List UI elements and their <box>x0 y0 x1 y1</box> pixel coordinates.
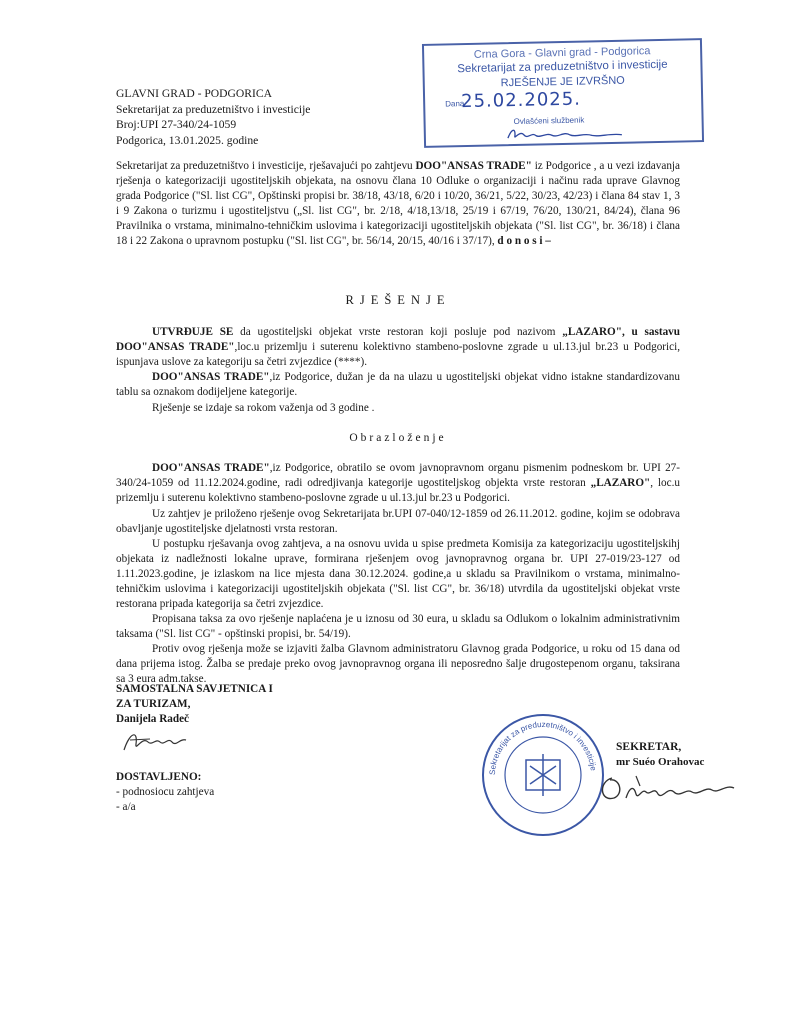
explanation-paragraph-2: Uz zahtjev je priloženo rješenje ovog Sekretarijata br.UPI 07-040/12-1859 od 26.11.2012. godine, kojim se odobrava obavljanje ugostiteljske djelatnosti vrsta restoran. <box>116 508 680 535</box>
header-case-number: Broj:UPI 27-340/24-1059 <box>116 118 237 131</box>
header-date: Podgorica, 13.01.2025. godine <box>116 133 259 147</box>
explanation-paragraph-5: Protiv ovog rješenja može se izjaviti žalba Glavnom administratoru Glavnog grada Podgorice, u roku od 15 dana od dana prijema istog. Žalba se predaje preko ovog javnopravnog organa ili neposredno šalje drugostepenom organu, taksirana sa 3 eura adm.takse. <box>116 643 680 685</box>
decision-utvrdjuje: UTVRĐUJE SE <box>152 326 234 338</box>
stamp-date-label: Dana <box>445 99 465 109</box>
delivered-heading: DOSTAVLJENO: <box>116 771 202 783</box>
explanation-company: DOO"ANSAS TRADE" <box>152 462 270 474</box>
executive-stamp <box>422 38 704 148</box>
round-seal-ring-text: Sekretarijat za preduzetništvo i investicije <box>487 719 598 776</box>
decision-paragraph-1 <box>116 325 680 370</box>
explanation-title: Obrazloženje <box>349 432 447 444</box>
document-title: RJEŠENJE <box>345 293 451 307</box>
stamp-line-1: Crna Gora - Glavni grad - Podgorica <box>473 45 651 61</box>
intro-paragraph <box>116 159 680 249</box>
signatory-right-title: SEKRETAR, <box>616 741 682 753</box>
delivered-item-1: - podnosiocu zahtjeva <box>116 786 215 798</box>
explanation-paragraph-3: U postupku rješavanja ovog zahtjeva, a na osnovu uvida u spise predmeta Komisija za kategorizaciju ugostiteljskihj objekata iz nadležnosti lokalne uprave, formirana rješenjem ovog javnopravnog organa br. UPI 27-019/23-127 od 1.11.2023.godine, je izlaskom na lice mjesta dana 30.12.2024. godine,a u skladu sa Pravilnikom o vrstama, minimalno-tehničkim uslovima i kategorizaciji ugostiteljskih objekata ("Sl. list CG", br. 36/18) utvrdila da ugostiteljski objekat vrste restorana pripada kategorija sa četri zvjezdice. <box>116 538 680 610</box>
round-seal-icon <box>478 710 608 840</box>
stamp-date-value: 25.02.2025. <box>460 88 582 113</box>
header-department: Sekretarijat za preduzetništvo i investicije <box>116 102 311 116</box>
intro-donosi: d o n o s i – <box>497 235 551 247</box>
handwritten-signature-left-icon <box>120 728 190 758</box>
stamp-line-2: Sekretarijat za preduzetništvo i investicije <box>457 58 668 76</box>
explanation-object-name: „LAZARO" <box>590 477 651 489</box>
intro-company: DOO"ANSAS TRADE" <box>415 160 532 172</box>
header-city: GLAVNI GRAD - PODGORICA <box>116 87 272 100</box>
explanation-text-1: ,iz Podgorice, obratilo se ovom javnopravnom organu pismenim podneskom br. UPI 27-340/24-1059 od 11.12.2024.godine, radi odredjivanja kategorije ugostiteljskog objekta vrste restoran <box>116 462 681 489</box>
stamp-official-label: Ovlašćeni službenik <box>513 115 585 127</box>
decision-text-1: da ugostiteljski objekat vrste restoran koji posluje pod nazivom <box>233 326 563 338</box>
signatory-left-title-1: SAMOSTALNA SAVJETNICA I <box>116 683 273 695</box>
decision-text-3: ,iz Podgorice, dužan je da na ulazu u ugostiteljski objekat vidno istakne standardizovanu tablu sa oznakom dodijeljene kategorije. <box>116 371 680 398</box>
signatory-left-name: Danijela Radeč <box>116 713 190 725</box>
stamp-signature-icon <box>506 124 626 143</box>
document-header <box>116 86 310 148</box>
signatory-right-name: mr Suéo Orahovac <box>616 756 705 768</box>
signatory-left <box>116 682 273 727</box>
intro-text-1: Sekretarijat za preduzetništvo i investicije, rješavajući po zahtjevu <box>116 160 416 172</box>
decision-object-name: „LAZARO", u sastavu DOO"ANSAS TRADE" <box>116 326 680 353</box>
decision-paragraph-3: Rješenje se izdaje sa rokom važenja od 3 godine . <box>152 402 375 414</box>
explanation-paragraph-1 <box>116 461 680 506</box>
signatory-right <box>616 740 704 770</box>
decision-company: DOO"ANSAS TRADE" <box>152 371 270 383</box>
explanation-text-2: , loc.u prizemlju i suterenu kolektivno stambeno-poslovne zgrade u ul.13.jul br.23 u Podgorici. <box>116 477 680 504</box>
decision-paragraph-2 <box>116 370 680 400</box>
stamp-line-3: RJEŠENJE JE IZVRŠNO <box>500 74 625 90</box>
handwritten-signature-right-icon <box>596 768 746 808</box>
decision-text-2: ,loc.u prizemlju i suterenu kolektivno stambeno-poslovne zgrade u ul.13.jul br.23 u Podgorici, ispunjava uslove za kategoriju sa četri zvjezdice (****). <box>116 341 680 368</box>
delivered-item-2: - a/a <box>116 801 136 813</box>
signatory-left-title-2: ZA TURIZAM, <box>116 698 191 710</box>
delivered-block <box>116 770 214 815</box>
intro-text-2: iz Podgorice , a u vezi izdavanja rješenja o kategorizaciji ugostiteljskih objekata, na osnovu člana 10 Odluke o organizaciji i načinu rada uprave Glavnog grada Podgorice ("Sl. list CG", Opštinski propisi br. 38/18, 43/18, 6/20 i 10/20, 36/21, 5/22, 30/23, 42/23) i člana 84 stav 1, 3 i 9 Zakona o turizmu i ugostiteljstvu („Sl. list CG", br. 2/18, 4/18,13/18, 25/19 i 67/19, 76/20, 130/21, 84/24), člana 96 Pravilnika o vrstama, minimalno-tehničkim uslovima i kategorizaciji ugostiteljskih objekata ("Sl. list CG", br. 36/18) i člana 18 i 22 Zakona o upravnom postupku ("Sl. list CG", br. 56/14, 20/15, 40/16 i 37/17), <box>116 160 680 247</box>
explanation-paragraph-4: Propisana taksa za ovo rješenje naplaćena je u iznosu od 30 eura, u skladu sa Odlukom o lokalnim administrativnim taksama ("Sl. list CG" - opštinski propisi, br. 54/19). <box>116 613 680 640</box>
